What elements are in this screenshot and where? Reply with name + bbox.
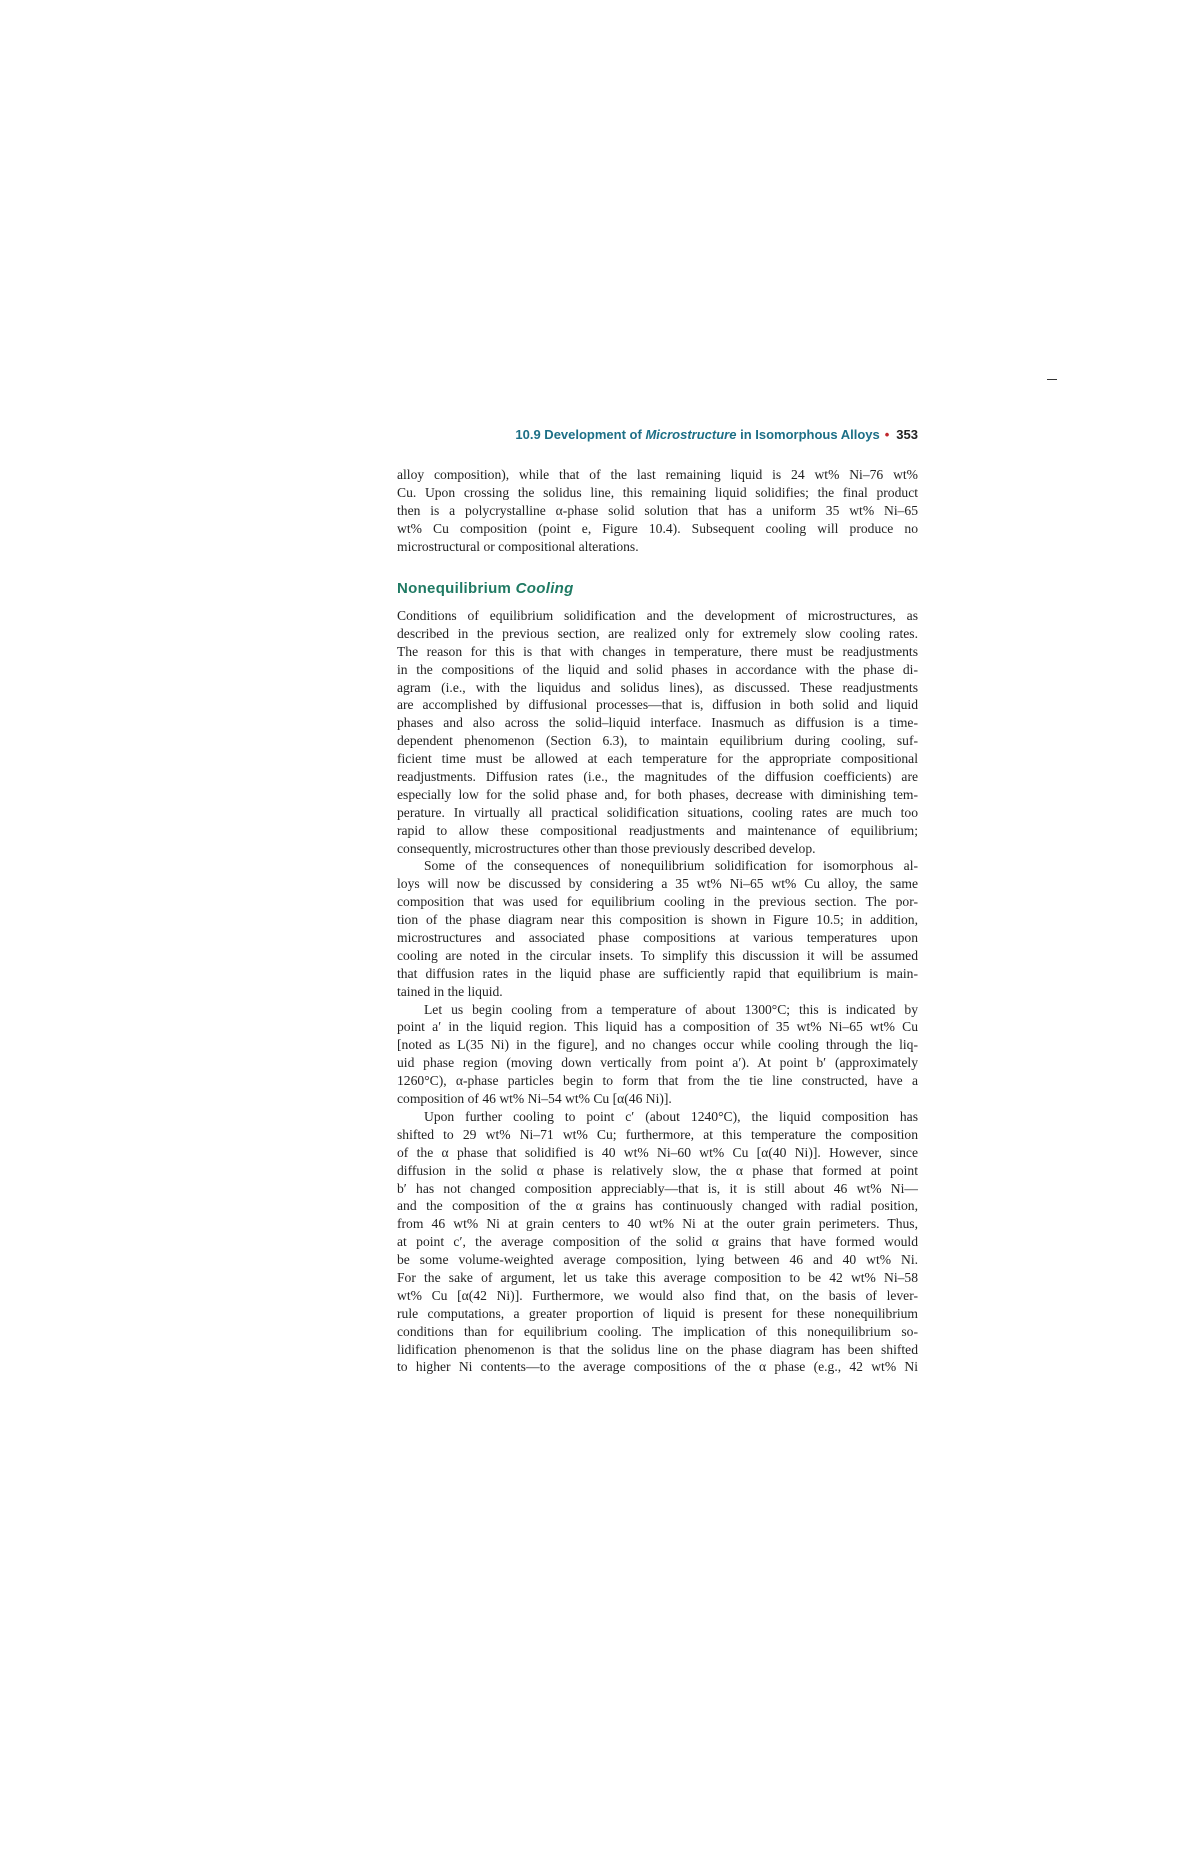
text-line: of the α phase that solidified is 40 wt% Ni–60 wt% Cu [α(40 Ni)]. However, since bbox=[397, 1144, 918, 1160]
text-line: Cu. Upon crossing the solidus line, this remaining liquid solidifies; the final product bbox=[397, 484, 918, 500]
text-line: consequently, microstructures other than those previously described develop. bbox=[397, 840, 816, 856]
text-line: shifted to 29 wt% Ni–71 wt% Cu; furthermore, at this temperature the composition bbox=[397, 1126, 918, 1142]
text-line: Conditions of equilibrium solidification and the development of microstructures, as bbox=[397, 608, 918, 623]
text-line: to higher Ni contents—to the average compositions of the α phase (e.g., 42 wt% Ni bbox=[397, 1359, 918, 1375]
text-line: cooling are noted in the circular insets. To simplify this discussion it will be assumed bbox=[397, 947, 918, 963]
text-line: Some of the consequences of nonequilibrium solidification for isomorphous al- bbox=[424, 858, 918, 874]
text-line: and the composition of the α grains has continuously changed with radial position, bbox=[397, 1198, 918, 1214]
header-bullet: • bbox=[884, 427, 890, 442]
text-line: conditions than for equilibrium cooling. The implication of this nonequilibrium so- bbox=[397, 1323, 918, 1339]
text-line: be some volume-weighted average composition, lying between 46 and 40 wt% Ni. bbox=[397, 1252, 918, 1268]
text-line: ficient time must be allowed at each temperature for the appropriate compositional bbox=[397, 751, 918, 767]
text-line: rapid to allow these compositional readjustments and maintenance of equilibrium; bbox=[397, 822, 918, 838]
text-line: b′ has not changed composition appreciably—that is, it is still about 46 wt% Ni— bbox=[397, 1180, 918, 1196]
text-line: wt% Cu [α(42 Ni)]. Furthermore, we would also find that, on the basis of lever- bbox=[397, 1287, 918, 1303]
text-line: described in the previous section, are realized only for extremely slow cooling rates. bbox=[397, 625, 918, 641]
text-line: lidification phenomenon is that the solidus line on the phase diagram has been shifted bbox=[397, 1341, 918, 1357]
text-line: at point c′, the average composition of the solid α grains that have formed would bbox=[397, 1234, 918, 1250]
text-line: composition of 46 wt% Ni–54 wt% Cu [α(46 Ni)]. bbox=[397, 1091, 672, 1107]
text-line: that diffusion rates in the liquid phase are sufficiently rapid that equilibrium is main- bbox=[397, 965, 918, 981]
text-line: tion of the phase diagram near this composition is shown in Figure 10.5; in addition, bbox=[397, 912, 918, 928]
text-line: uid phase region (moving down vertically from point a′). At point b′ (approximately bbox=[397, 1055, 918, 1071]
text-line: diffusion in the solid α phase is relatively slow, the α phase that formed at point bbox=[397, 1162, 918, 1178]
text-line: composition that was used for equilibrium cooling in the previous section. The por- bbox=[397, 894, 918, 910]
text-line: readjustments. Diffusion rates (i.e., the magnitudes of the diffusion coefficients) are bbox=[397, 769, 918, 785]
text-line: 1260°C), α-phase particles begin to form that from the tie line constructed, have a bbox=[397, 1073, 918, 1089]
text-line: Let us begin cooling from a temperature of about 1300°C; this is indicated by bbox=[424, 1001, 918, 1017]
section-heading: Nonequilibrium Cooling bbox=[397, 580, 574, 597]
text-line: point a′ in the liquid region. This liquid has a composition of 35 wt% Ni–65 wt% Cu bbox=[397, 1019, 918, 1035]
text-line: especially low for the solid phase and, for both phases, decrease with diminishing tem- bbox=[397, 786, 918, 802]
text-line: phases and also across the solid–liquid interface. Inasmuch as diffusion is a time- bbox=[397, 715, 918, 731]
text-line: dependent phenomenon (Section 6.3), to maintain equilibrium during cooling, suf- bbox=[397, 733, 918, 749]
text-line: agram (i.e., with the liquidus and solidus lines), as discussed. These readjustments bbox=[397, 679, 918, 695]
page-number: 353 bbox=[896, 427, 918, 442]
text-line: perature. In virtually all practical solidification situations, cooling rates are much too bbox=[397, 804, 918, 820]
text-line: loys will now be discussed by considering a 35 wt% Ni–65 wt% Cu alloy, the same bbox=[397, 876, 918, 892]
paragraph-continuation bbox=[397, 466, 918, 555]
crop-mark bbox=[1047, 379, 1057, 380]
text-line: in the compositions of the liquid and solid phases in accordance with the phase di- bbox=[397, 661, 918, 677]
text-line: then is a polycrystalline α-phase solid solution that has a uniform 35 wt% Ni–65 bbox=[397, 502, 918, 518]
text-line: Upon further cooling to point c′ (about 1240°C), the liquid composition has bbox=[424, 1108, 918, 1124]
section-title: 10.9 Development of Microstructure in Isomorphous Alloys bbox=[515, 427, 880, 442]
text-line: For the sake of argument, let us take this average composition to be 42 wt% Ni–58 bbox=[397, 1269, 918, 1285]
text-line: tained in the liquid. bbox=[397, 983, 503, 999]
text-line: microstructural or compositional alterations. bbox=[397, 538, 639, 554]
running-header bbox=[397, 425, 918, 445]
text-line: wt% Cu composition (point e, Figure 10.4). Subsequent cooling will produce no bbox=[397, 520, 918, 536]
text-line: [noted as L(35 Ni) in the figure], and no changes occur while cooling through the liq- bbox=[397, 1037, 918, 1053]
body-text bbox=[397, 607, 918, 1376]
text-line: microstructures and associated phase compositions at various temperatures upon bbox=[397, 930, 918, 946]
text-line: rule computations, a greater proportion of liquid is present for these nonequilibrium bbox=[397, 1305, 918, 1321]
text-line: alloy composition), while that of the last remaining liquid is 24 wt% Ni–76 wt% bbox=[397, 467, 918, 482]
text-line: from 46 wt% Ni at grain centers to 40 wt% Ni at the outer grain perimeters. Thus, bbox=[397, 1216, 918, 1232]
text-line: The reason for this is that with changes in temperature, there must be readjustments bbox=[397, 643, 918, 659]
text-line: are accomplished by diffusional processes—that is, diffusion in both solid and liquid bbox=[397, 697, 918, 713]
